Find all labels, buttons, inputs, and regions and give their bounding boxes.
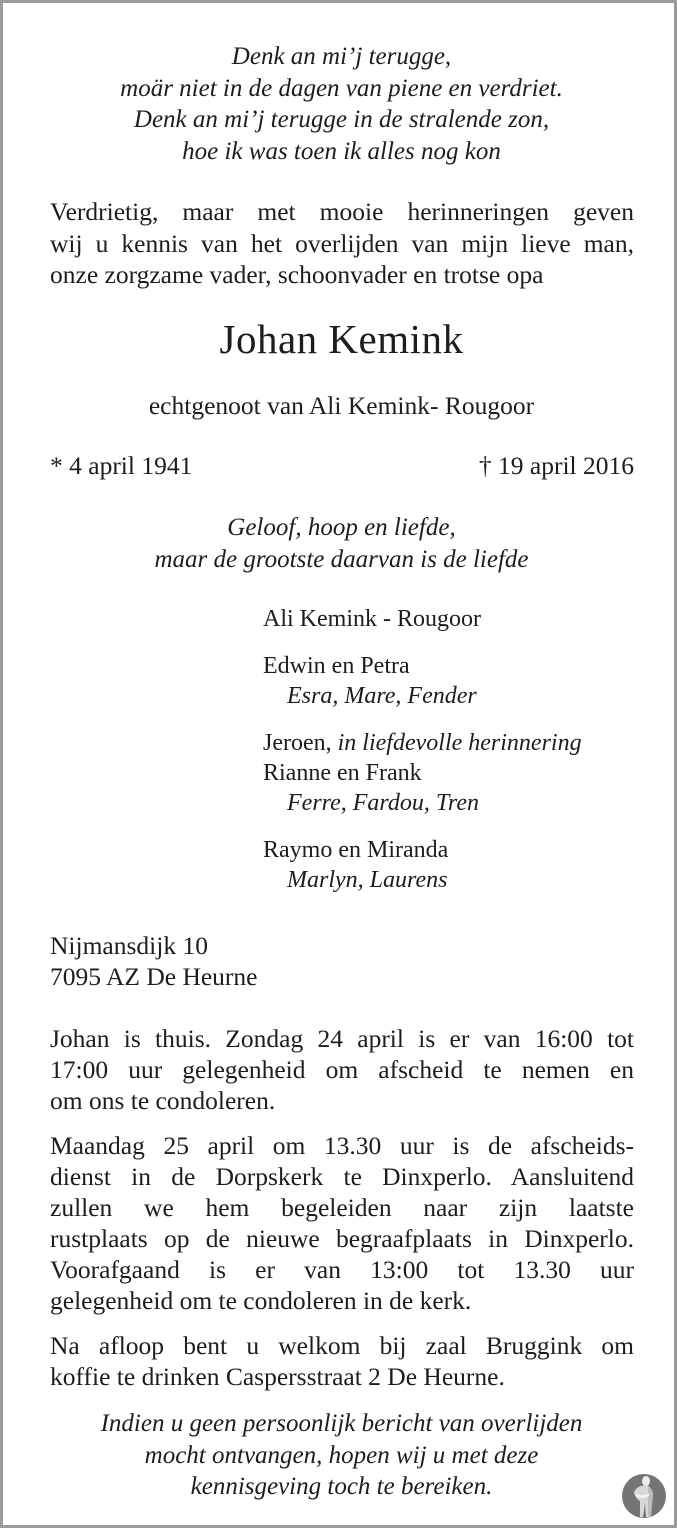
poem-line: Denk an mi’j terugge, [231, 43, 452, 70]
family-children: Marlyn, Laurens [287, 867, 448, 893]
paragraph-line: dienst in de Dorpskerk te Dinxperlo. Aansluitend [50, 1162, 634, 1191]
family-son-memorial [263, 728, 643, 758]
family-list [263, 604, 643, 895]
son-name: Jeroen, [263, 730, 332, 756]
closing-line: mocht ontvangen, hopen wij u met deze [144, 1441, 539, 1469]
poem-line: moär niet in de dagen van piene en verdriet. [120, 74, 563, 102]
opening-poem [3, 41, 677, 167]
paragraph-line: 17:00 uur gelegenheid om afscheid te nemen en [50, 1055, 634, 1084]
paragraph-line: gelegenheid om te condoleren in de kerk. [50, 1286, 472, 1315]
paragraph-line: Maandag 25 april om 13.30 uur is de afscheids- [50, 1131, 634, 1160]
family-children: Ferre, Fardou, Tren [287, 790, 479, 816]
service-paragraph [50, 1130, 634, 1316]
address [50, 930, 258, 992]
death-date: † 19 april 2016 [478, 451, 634, 480]
embracing-figures-icon [620, 1471, 668, 1519]
closing-note [3, 1408, 677, 1503]
memorial-note: in liefdevolle herinnering [337, 730, 582, 756]
family-parents: Raymo en Miranda [263, 837, 449, 863]
poem-line: hoe ik was toen ik alles nog kon [182, 137, 501, 165]
verse-line: maar de grootste daarvan is de liefde [154, 545, 529, 573]
address-street: Nijmansdijk 10 [50, 931, 208, 960]
family-parents: Edwin en Petra [263, 653, 410, 679]
family-parents: Rianne en Frank [263, 760, 422, 786]
family-children: Esra, Mare, Fender [287, 683, 477, 709]
verse-line: Geloof, hoop en liefde, [227, 514, 456, 541]
reception-paragraph [50, 1330, 634, 1392]
paragraph-line: rustplaats op de nieuwe begraafplaats in Dinxperlo. [50, 1224, 634, 1253]
paragraph-line: Voorafgaand is er van 13:00 tot 13.30 uur [50, 1255, 634, 1284]
paragraph-line: Johan is thuis. Zondag 24 april is er van 16:00 tot [50, 1024, 634, 1053]
poem-line: Denk an mi’j terugge in de stralende zon, [133, 106, 550, 133]
paragraph-line: koffie te drinken Caspersstraat 2 De Heurne. [50, 1362, 505, 1391]
paragraph-line: Na afloop bent u welkom bij zaal Bruggink om [50, 1331, 634, 1360]
intro-line: wij u kennis van het overlijden van mijn lieve man, [50, 228, 634, 258]
visitation-paragraph [50, 1023, 634, 1116]
intro-line: Verdrietig, maar met mooie herinneringen geven [50, 197, 634, 226]
paragraph-line: zullen we hem begeleiden naar zijn laatste [50, 1193, 634, 1222]
closing-line: kennisgeving toch te bereiken. [190, 1473, 493, 1500]
family-spouse: Ali Kemink - Rougoor [263, 606, 481, 632]
announcement-intro [50, 196, 634, 291]
spouse-line: echtgenoot van Ali Kemink- Rougoor [148, 391, 535, 420]
deceased-name: Johan Kemink [219, 316, 464, 362]
address-city: 7095 AZ De Heurne [50, 962, 258, 991]
closing-line: Indien u geen persoonlijk bericht van overlijden [100, 1410, 583, 1437]
paragraph-line: om ons te condoleren. [50, 1086, 276, 1115]
intro-line: onze zorgzame vader, schoonvader en trotse opa [50, 260, 544, 289]
birth-date: * 4 april 1941 [50, 451, 193, 480]
bible-verse [3, 512, 677, 575]
